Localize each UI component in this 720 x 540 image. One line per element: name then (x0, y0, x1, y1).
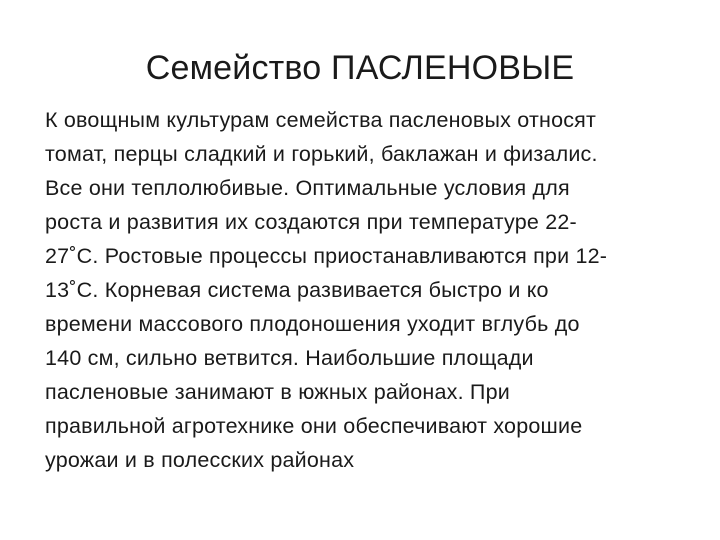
body-line: 13˚С. Корневая система развивается быстро и ко (45, 278, 549, 302)
slide-body-text (45, 103, 695, 477)
slide-title: Семейство ПАСЛЕНОВЫЕ (145, 49, 575, 87)
body-line: Все они теплолюбивые. Оптимальные условия для (45, 176, 570, 200)
body-line: времени массового плодоношения уходит вглубь до (45, 312, 580, 336)
body-line: томат, перцы сладкий и горький, баклажан и физалис. (45, 142, 598, 166)
body-line: правильной агротехнике они обеспечивают хорошие (45, 414, 583, 438)
body-line: роста и развития их создаются при температуре 22- (45, 210, 577, 234)
body-line: урожаи и в полесских районах (45, 448, 355, 472)
body-line: пасленовые занимают в южных районах. При (45, 380, 510, 404)
body-line: 140 см, сильно ветвится. Наибольшие площади (45, 346, 534, 370)
body-line: К овощным культурам семейства пасленовых относят (45, 108, 597, 132)
body-line: 27˚С. Ростовые процессы приостанавливаются при 12- (45, 244, 608, 268)
